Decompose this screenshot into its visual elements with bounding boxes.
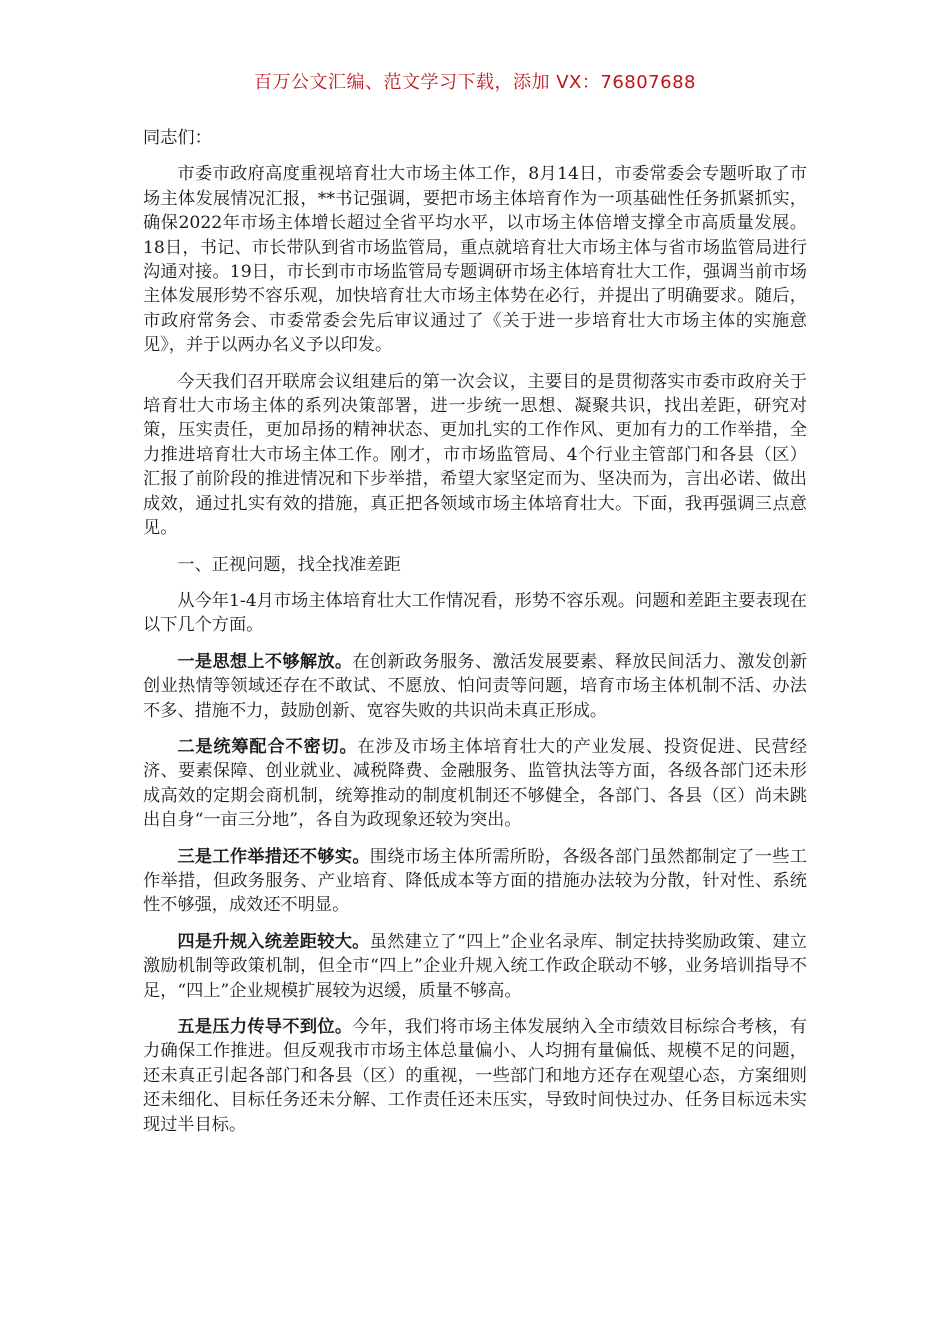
point-lead: 五是压力传导不到位。 — [177, 1017, 353, 1037]
point-paragraph-1 — [143, 650, 807, 723]
point-lead: 三是工作举措还不够实。 — [177, 846, 370, 867]
point-lead: 四是升规入统差距较大。 — [177, 931, 370, 952]
intro-paragraph-1: 市委市政府高度重视培育壮大市场主体工作，8月14日，市委常委会专题听取了市场主体发展情况汇报，**书记强调，要把市场主体培育作为一项基础性任务抓紧抓实，确保2022年市场主体增长超过全省平均水平，以市场主体倍增支撑全市高质量发展。18日，书记、市长带队到省市场监管局，重点就培育壮大市场主体与省市场监管局进行沟通对接。19日，市长到市市场监管局专题调研市场主体培育壮大工作，强调当前市场主体发展形势不容乐观，加快培育壮大市场主体势在必行，并提出了明确要求。随后，市政府常务会、市委常委会先后审议通过了《关于进一步培育壮大市场主体的实施意见》，并于以两办名义予以印发。 — [143, 164, 807, 356]
section-heading: 一、正视问题，找全找准差距 — [177, 554, 401, 575]
watermark-banner: 百万公文汇编、范文学习下载，添加 VX：76807688 — [254, 72, 696, 93]
section-intro: 从今年1-4月市场主体培育壮大工作情况看，形势不容乐观。问题和差距主要表现在以下几个方面。 — [143, 590, 807, 636]
intro-paragraph-2: 今天我们召开联席会议组建后的第一次会议，主要目的是贯彻落实市委市政府关于培育壮大市场主体的系列决策部署，进一步统一思想、凝聚共识，找出差距，研究对策，压实责任，更加昂扬的精神状态、更加扎实的工作作风、更加有力的工作举措，全力推进培育壮大市场主体工作。刚才，市市场监管局、4个行业主管部门和各县（区）汇报了前阶段的推进情况和下步举措，希望大家坚定而为、坚决而为，言出必诺、做出成效，通过扎实有效的措施，真正把各领域市场主体培育壮大。下面，我再强调三点意见。 — [143, 371, 807, 539]
point-lead: 一是思想上不够解放。 — [177, 651, 353, 672]
point-lead: 二是统筹配合不密切。 — [177, 736, 358, 757]
document-body — [143, 126, 807, 1149]
point-body: 围绕市场主体所需所盼，各级各部门虽然都制定了一些工作举措，但政务服务、产业培育、降低成本等方面的措施办法较为分散，针对性、系统性不够强，成效还不明显。 — [143, 846, 807, 916]
point-body: 今年，我们将市场主体发展纳入全市绩效目标综合考核，有力确保工作推进。但反观我市市场主体总量偏小、人均拥有量偏低、规模不足的问题，还未真正引起各部门和各县（区）的重视，一些部门和地方还存在观望心态，方案细则还未细化、目标任务还未分解、工作责任还未压实，导致时间快过办、任务目标远未实现过半目标。 — [143, 1017, 807, 1135]
point-paragraph-2 — [143, 735, 807, 833]
point-paragraph-5 — [143, 1015, 807, 1137]
point-body: 在创新政务服务、激活发展要素、释放民间活力、激发创新创业热情等领域还存在不敢试、不愿放、怕问责等问题，培育市场主体机制不活、办法不多、措施不力，鼓励创新、宽容失败的共识尚未真正形成。 — [143, 651, 807, 721]
salutation: 同志们： — [143, 128, 212, 148]
point-body: 在涉及市场主体培育壮大的产业发展、投资促进、民营经济、要素保障、创业就业、减税降费、金融服务、监管执法等方面，各级各部门还未形成高效的定期会商机制，统筹推动的制度机制还不够健全，各部门、各县（区）尚未跳出自身“一亩三分地”，各自为政现象还较为突出。 — [143, 736, 807, 831]
point-body: 虽然建立了“四上”企业名录库、制定扶持奖励政策、建立激励机制等政策机制，但全市“四上”企业升规入统工作政企联动不够，业务培训指导不足，“四上”企业规模扩展较为迟缓，质量不够高。 — [143, 931, 807, 1001]
point-paragraph-4 — [143, 930, 807, 1003]
point-paragraph-3 — [143, 845, 807, 918]
